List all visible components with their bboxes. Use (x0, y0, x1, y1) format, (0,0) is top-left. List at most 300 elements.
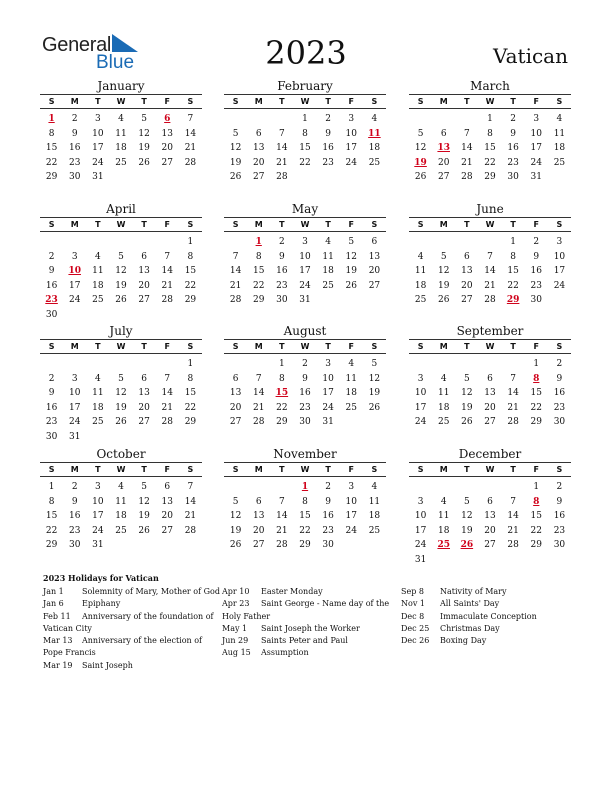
calendar-day: 8 (302, 128, 308, 139)
calendar-day: 27 (161, 157, 173, 168)
calendar-day: 10 (299, 251, 311, 262)
calendar-day: 20 (461, 280, 473, 291)
weekday-label: F (164, 342, 170, 351)
calendar-day: 14 (507, 511, 519, 521)
weekday-label: S (417, 465, 424, 474)
calendar-day: 16 (68, 511, 81, 521)
calendar-day: 26 (138, 525, 150, 536)
calendar-day: 18 (437, 402, 450, 413)
calendar-day: 7 (187, 482, 194, 492)
holiday-name: Epiphany (82, 599, 121, 609)
empty-cell (109, 235, 132, 250)
calendar-day: 11 (553, 128, 566, 139)
calendar-day: 16 (322, 511, 334, 521)
calendar-day: 19 (229, 157, 242, 168)
holiday-item (43, 611, 220, 623)
calendar-day: 19 (115, 280, 127, 291)
calendar-day: 19 (138, 143, 150, 153)
calendar-day: 3 (302, 237, 308, 247)
month-name: November (273, 447, 337, 461)
calendar-day: 6 (371, 237, 378, 247)
holiday-item (222, 647, 389, 659)
weekday-label: M (70, 97, 79, 106)
empty-cell (109, 357, 132, 372)
calendar-day: 31 (322, 417, 334, 427)
calendar-day: 11 (115, 496, 127, 507)
calendar-day: 11 (345, 373, 357, 384)
calendar-day: 4 (371, 114, 378, 124)
weekday-label: S (371, 220, 378, 229)
empty-cell (455, 112, 478, 127)
empty-cell (432, 112, 455, 127)
calendar-day: 9 (533, 251, 540, 262)
calendar-day: 13 (368, 251, 381, 262)
holiday-date: Mar 19 (43, 660, 73, 670)
calendar-day: 7 (510, 496, 516, 507)
weekday-label: T (95, 220, 101, 229)
weekday-label: W (116, 220, 126, 229)
calendar-day: 27 (484, 540, 496, 550)
calendar-day: 20 (368, 266, 381, 276)
calendar-day: 3 (71, 373, 78, 384)
calendar-day: 1 (533, 482, 540, 492)
country-name: Vatican (493, 44, 568, 68)
weekday-label: T (510, 220, 516, 229)
calendar-day: 5 (118, 251, 124, 262)
calendar-day: 12 (345, 251, 357, 262)
calendar-day: 29 (45, 540, 58, 550)
calendar-day: 8 (187, 373, 194, 384)
calendar-day: 19 (437, 280, 450, 291)
calendar-day: 17 (414, 402, 427, 413)
calendar-day: 27 (252, 172, 265, 182)
calendar-day: 8 (48, 128, 55, 139)
calendar-day: 18 (368, 143, 381, 153)
calendar-day: 8 (187, 251, 194, 262)
empty-cell (86, 357, 109, 372)
empty-cell (133, 357, 156, 372)
holiday-day: 25 (437, 540, 450, 550)
calendar-day: 3 (94, 114, 101, 124)
calendar-day: 6 (141, 373, 147, 384)
calendar-day: 11 (437, 388, 450, 398)
holiday-date: Mar 13 (43, 636, 73, 646)
calendar-day: 28 (484, 295, 496, 305)
calendar-day: 17 (68, 280, 81, 291)
holiday-name-continued: Holy Father (222, 611, 271, 621)
calendar-day: 13 (484, 511, 496, 521)
calendar-day: 27 (461, 295, 473, 305)
holiday-name: All Saints' Day (440, 599, 500, 609)
calendar-day: 13 (138, 266, 150, 276)
calendar-day: 22 (45, 525, 58, 536)
calendar-day: 12 (461, 511, 473, 521)
calendar-day: 12 (138, 128, 150, 139)
weekday-label: T (325, 220, 331, 229)
weekday-header (409, 339, 571, 354)
calendar-day: 23 (530, 280, 542, 291)
calendar-day: 2 (510, 114, 516, 124)
calendar-day: 5 (371, 359, 378, 369)
calendar-day: 20 (437, 157, 450, 168)
calendar-day: 15 (45, 511, 58, 521)
holiday-name: Nativity of Mary (440, 587, 507, 596)
month-december (409, 447, 571, 567)
weekday-label: T (95, 97, 101, 106)
calendar-day: 15 (484, 143, 496, 153)
holiday-item (222, 586, 389, 598)
weekday-label: F (533, 220, 539, 229)
calendar-day: 13 (161, 128, 173, 139)
weekday-label: T (325, 342, 331, 351)
holiday-item (401, 586, 537, 598)
holiday-item (43, 635, 220, 647)
calendar-day: 11 (322, 251, 334, 262)
calendar-day: 5 (463, 373, 470, 384)
holiday-item (43, 598, 220, 610)
calendar-day: 10 (553, 251, 566, 262)
empty-cell (409, 112, 432, 127)
calendar-day: 20 (484, 525, 496, 536)
calendar-day: 12 (229, 143, 242, 153)
calendar-day: 18 (115, 143, 127, 153)
calendar-day: 9 (556, 496, 563, 507)
calendar-day: 11 (414, 266, 427, 276)
month-june (409, 202, 571, 308)
calendar-day: 4 (94, 373, 101, 384)
calendar-day: 31 (68, 431, 81, 442)
holiday-date: Feb 11 (43, 611, 71, 621)
calendar-day: 3 (533, 114, 540, 124)
calendar-day: 16 (507, 143, 519, 153)
calendar-day: 21 (276, 157, 288, 168)
calendar-day: 29 (530, 417, 542, 427)
calendar-day: 18 (368, 511, 381, 521)
calendar-day: 5 (463, 496, 470, 507)
month-name: May (291, 202, 319, 216)
calendar-day: 15 (184, 388, 197, 398)
calendar-day: 9 (48, 266, 55, 276)
calendar-day: 13 (461, 266, 473, 276)
month-march (409, 79, 571, 185)
empty-cell (247, 480, 270, 495)
calendar-day: 30 (45, 309, 58, 320)
calendar-day: 23 (322, 157, 334, 168)
calendar-day: 9 (48, 388, 55, 398)
calendar-day: 6 (463, 251, 470, 262)
calendar-day: 21 (507, 402, 519, 413)
weekday-label: T (464, 465, 470, 474)
calendar-day: 9 (71, 496, 78, 507)
calendar-day: 5 (141, 114, 147, 124)
empty-cell (455, 480, 478, 495)
calendar-day: 25 (437, 417, 450, 427)
calendar-day: 5 (232, 128, 239, 139)
weekday-label: S (48, 342, 55, 351)
calendar-day: 27 (252, 540, 265, 550)
weekday-label: W (300, 342, 310, 351)
calendar-day: 24 (530, 157, 542, 168)
calendar-day: 18 (92, 280, 104, 291)
day-grid (40, 112, 202, 185)
calendar-day: 30 (68, 540, 81, 550)
calendar-day: 28 (161, 295, 173, 305)
calendar-day: 8 (278, 373, 285, 384)
calendar-day: 26 (115, 295, 127, 305)
calendar-day: 22 (484, 157, 496, 168)
calendar-day: 14 (184, 496, 197, 507)
holiday-item (222, 635, 389, 647)
weekday-label: F (533, 465, 539, 474)
calendar-day: 14 (229, 266, 242, 276)
calendar-day: 29 (299, 540, 311, 550)
weekday-header (224, 94, 386, 109)
calendar-day: 5 (118, 373, 124, 384)
calendar-day: 25 (414, 295, 427, 305)
calendar-day: 14 (184, 128, 197, 139)
weekday-label: W (116, 342, 126, 351)
calendar-day: 24 (92, 157, 104, 168)
month-name: July (109, 324, 133, 338)
calendar-day: 10 (345, 128, 357, 139)
calendar-day: 22 (252, 280, 265, 291)
holiday-date: Apr 10 (222, 587, 250, 596)
calendar-day: 5 (440, 251, 447, 262)
calendar-day: 20 (229, 402, 242, 413)
calendar-day: 23 (553, 402, 566, 413)
calendar-day: 7 (487, 251, 493, 262)
weekday-label: S (556, 465, 563, 474)
calendar-day: 24 (68, 417, 81, 427)
weekday-header (409, 462, 571, 477)
calendar-day: 28 (461, 172, 473, 182)
calendar-day: 26 (368, 402, 381, 413)
calendar-day: 10 (414, 511, 427, 521)
calendar-day: 17 (414, 525, 427, 536)
calendar-day: 9 (510, 128, 516, 139)
calendar-day: 25 (368, 157, 381, 168)
weekday-label: W (116, 97, 126, 106)
calendar-day: 23 (68, 157, 81, 168)
calendar-day: 25 (92, 417, 104, 427)
weekday-label: M (439, 465, 448, 474)
calendar-day: 15 (530, 511, 542, 521)
calendar-day: 6 (255, 496, 262, 507)
weekday-label: F (348, 220, 354, 229)
calendar-day: 9 (556, 373, 563, 384)
calendar-day: 7 (164, 251, 171, 262)
calendar-day: 16 (322, 143, 334, 153)
empty-cell (502, 480, 525, 495)
weekday-label: F (348, 465, 354, 474)
calendar-day: 31 (530, 172, 542, 182)
weekday-label: S (232, 342, 239, 351)
calendar-day: 30 (553, 417, 566, 427)
calendar-day: 6 (255, 128, 262, 139)
calendar-day: 10 (92, 496, 104, 507)
holiday-name: Assumption (261, 648, 309, 658)
calendar-day: 14 (507, 388, 519, 398)
weekday-label: W (300, 220, 310, 229)
calendar-day: 18 (322, 266, 334, 276)
holiday-day: 13 (437, 143, 450, 153)
calendar-day: 2 (556, 359, 563, 369)
empty-cell (409, 235, 432, 250)
weekday-label: W (485, 342, 495, 351)
weekday-label: T (141, 97, 147, 106)
calendar-day: 16 (530, 266, 542, 276)
calendar-day: 8 (302, 496, 308, 507)
calendar-day: 1 (533, 359, 540, 369)
holiday-name-continued: Pope Francis (43, 648, 96, 658)
calendar-day: 3 (348, 114, 355, 124)
calendar-day: 17 (92, 511, 104, 521)
calendar-day: 23 (507, 157, 519, 168)
calendar-day: 31 (299, 295, 311, 305)
calendar-day: 21 (229, 280, 242, 291)
calendar-day: 20 (484, 402, 496, 413)
empty-cell (224, 235, 247, 250)
calendar-day: 26 (437, 295, 450, 305)
empty-cell (247, 357, 270, 372)
holiday-day: 6 (164, 114, 171, 124)
calendar-day: 16 (45, 402, 58, 413)
weekday-label: S (556, 220, 563, 229)
weekday-label: T (464, 220, 470, 229)
weekday-label: M (439, 342, 448, 351)
holiday-date: Nov 1 (401, 599, 425, 609)
calendar-day: 12 (229, 511, 242, 521)
calendar-day: 6 (487, 373, 493, 384)
weekday-label: S (556, 97, 563, 106)
empty-cell (432, 235, 455, 250)
holiday-name: Saints Peter and Paul (261, 636, 348, 646)
weekday-label: T (279, 220, 285, 229)
weekday-header (409, 94, 571, 109)
calendar-day: 6 (487, 496, 493, 507)
calendar-day: 2 (533, 237, 540, 247)
calendar-day: 7 (164, 373, 171, 384)
day-grid (409, 357, 571, 430)
calendar-day: 9 (325, 128, 331, 139)
calendar-day: 28 (507, 540, 519, 550)
calendar-day: 21 (252, 402, 265, 413)
calendar-day: 19 (461, 402, 473, 413)
weekday-label: W (300, 97, 310, 106)
calendar-day: 20 (252, 157, 265, 168)
empty-cell (270, 112, 293, 127)
holiday-item (401, 623, 537, 635)
holiday-name: Boxing Day (440, 636, 487, 646)
calendar-day: 29 (484, 172, 496, 182)
calendar-day: 30 (68, 172, 81, 182)
weekday-label: T (279, 342, 285, 351)
calendar-day: 3 (556, 237, 563, 247)
calendar-day: 20 (138, 280, 150, 291)
calendar-day: 7 (278, 128, 285, 139)
weekday-label: T (325, 465, 331, 474)
calendar-day: 10 (68, 388, 81, 398)
calendar-day: 26 (414, 172, 427, 182)
calendar-day: 15 (530, 388, 542, 398)
calendar-day: 15 (252, 266, 265, 276)
holiday-item (401, 635, 537, 647)
calendar-day: 19 (115, 402, 127, 413)
calendar-day: 4 (94, 251, 101, 262)
calendar-day: 3 (325, 359, 331, 369)
weekday-label: W (485, 220, 495, 229)
calendar-day: 21 (461, 157, 473, 168)
calendar-day: 17 (299, 266, 311, 276)
calendar-day: 28 (184, 525, 197, 536)
holiday-name: Anniversary of the election of (82, 636, 203, 646)
holiday-day: 1 (48, 114, 55, 124)
month-july (40, 324, 202, 444)
calendar-day: 13 (138, 388, 150, 398)
calendar-day: 25 (345, 402, 357, 413)
calendar-day: 8 (487, 128, 493, 139)
calendar-day: 11 (92, 266, 104, 276)
month-august (224, 324, 386, 430)
calendar-day: 8 (48, 496, 55, 507)
calendar-day: 22 (45, 157, 58, 168)
calendar-day: 22 (184, 280, 197, 291)
holiday-date: Jan 1 (43, 587, 64, 596)
calendar-day: 16 (276, 266, 288, 276)
month-name: October (96, 447, 146, 461)
weekday-label: S (417, 220, 424, 229)
empty-cell (63, 357, 86, 372)
weekday-label: M (254, 465, 263, 474)
calendar-day: 25 (322, 280, 334, 291)
calendar-day: 5 (141, 482, 147, 492)
calendar-day: 2 (325, 114, 331, 124)
calendar-day: 15 (507, 266, 519, 276)
empty-cell (63, 235, 86, 250)
weekday-label: T (141, 465, 147, 474)
calendar-day: 20 (161, 511, 173, 521)
calendar-day: 16 (299, 388, 311, 398)
calendar-day: 18 (345, 388, 357, 398)
calendar-day: 31 (92, 540, 104, 550)
calendar-day: 22 (184, 402, 197, 413)
holiday-day: 1 (301, 482, 309, 492)
calendar-day: 14 (161, 388, 173, 398)
calendar-day: 24 (553, 280, 566, 291)
calendar-day: 13 (229, 388, 242, 398)
holiday-day: 29 (506, 295, 520, 305)
calendar-day: 14 (484, 266, 496, 276)
holiday-day: 8 (533, 496, 540, 507)
weekday-header (40, 94, 202, 109)
calendar-day: 19 (368, 388, 381, 398)
empty-cell (270, 480, 293, 495)
holiday-date: Dec 25 (401, 623, 430, 633)
calendar-day: 4 (118, 482, 124, 492)
month-september (409, 324, 571, 430)
holiday-name: Saint Joseph (82, 660, 133, 670)
month-may (224, 202, 386, 308)
calendar-day: 19 (461, 525, 473, 536)
weekday-label: T (95, 342, 101, 351)
day-grid (409, 235, 571, 308)
empty-cell (432, 357, 455, 372)
month-name: March (470, 79, 510, 93)
holiday-day: 11 (368, 128, 381, 139)
holiday-day: 8 (533, 373, 540, 384)
calendar-day: 9 (302, 373, 308, 384)
calendar-day: 11 (368, 496, 381, 507)
